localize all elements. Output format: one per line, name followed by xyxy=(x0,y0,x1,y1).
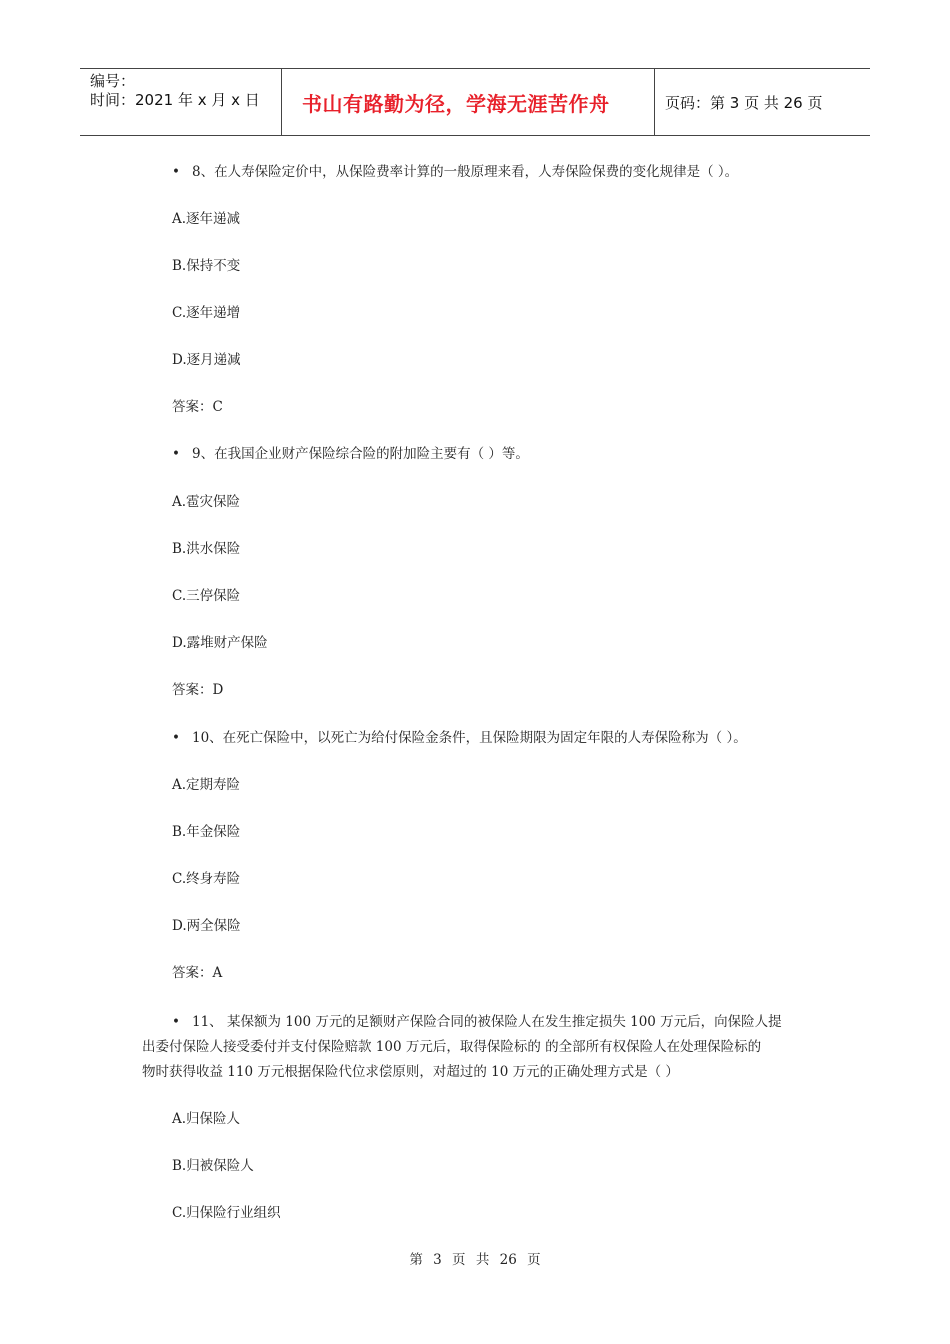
question-11-option-c: C.归保险行业组织 xyxy=(172,1205,281,1221)
header-motto: 书山有路勤为径，学海无涯苦作舟 xyxy=(282,69,655,135)
question-8-answer: 答案：C xyxy=(172,399,223,415)
question-10-option-d: D.两全保险 xyxy=(172,918,241,934)
question-11-option-a: A.归保险人 xyxy=(172,1111,241,1127)
question-8-stem: • 8、在人寿保险定价中，从保险费率计算的一般原理来看，人寿保险保费的变化规律是（ ）。 xyxy=(172,164,739,180)
question-8-option-d: D.逐月递减 xyxy=(172,352,241,368)
question-9-option-d: D.露堆财产保险 xyxy=(172,635,268,651)
question-11-stem-line-1: • 11、 某保额为 100 万元的足额财产保险合同的被保险人在发生推定损失 100 万元后，向保险人提 xyxy=(172,1014,782,1030)
question-8-option-c: C.逐年递增 xyxy=(172,305,241,321)
question-9-option-a: A.雹灾保险 xyxy=(172,494,241,510)
header-page-label: 页码：第 3 页 共 26 页 xyxy=(665,93,823,112)
page-footer: 第 3 页 共 26 页 xyxy=(409,1252,541,1268)
question-10-answer: 答案：A xyxy=(172,965,223,981)
question-11-stem-line-2: 出委付保险人接受委付并支付保险赔款 100 万元后，取得保险标的 的全部所有权保险人在处理保险标的 xyxy=(142,1039,762,1055)
question-9-option-b: B.洪水保险 xyxy=(172,541,241,557)
question-8-option-a: A.逐年递减 xyxy=(172,211,241,227)
question-9-answer: 答案：D xyxy=(172,682,224,698)
time-label: 时间：2021 年 x 月 x 日 xyxy=(90,91,260,109)
question-11-stem-line-3: 物时获得收益 110 万元根据保险代位求偿原则，对超过的 10 万元的正确处理方式是（ ） xyxy=(142,1064,679,1080)
question-10-option-c: C.终身寿险 xyxy=(172,871,241,887)
question-10-stem: • 10、在死亡保险中，以死亡为给付保险金条件，且保险期限为固定年限的人寿保险称为（ ）。 xyxy=(172,730,747,746)
question-10-option-a: A.定期寿险 xyxy=(172,777,241,793)
question-10-option-b: B.年金保险 xyxy=(172,824,241,840)
question-8-option-b: B.保持不变 xyxy=(172,258,241,274)
question-9-option-c: C.三停保险 xyxy=(172,588,241,604)
question-11-option-b: B.归被保险人 xyxy=(172,1158,254,1174)
question-9-stem: • 9、在我国企业财产保险综合险的附加险主要有（ ）等。 xyxy=(172,446,529,462)
serial-label: 编号： xyxy=(90,72,136,90)
